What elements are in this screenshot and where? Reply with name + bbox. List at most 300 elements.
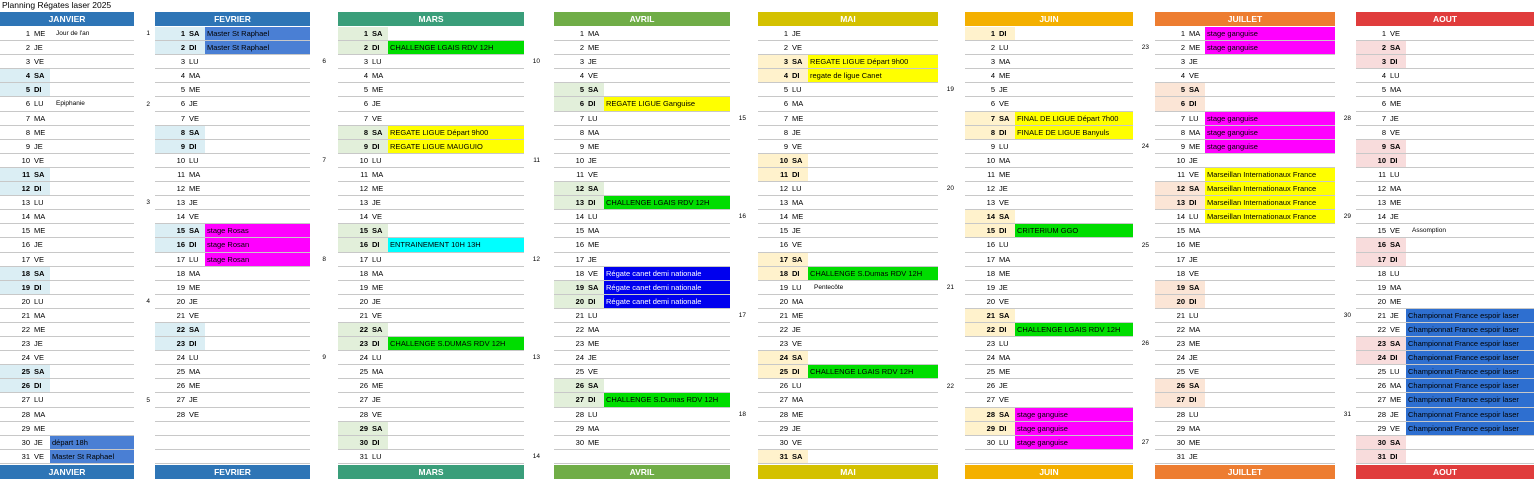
event-cell[interactable]: Championnat France espoir laser [1406,365,1534,378]
event-cell[interactable] [1205,379,1335,392]
event-cell[interactable]: départ 18h [50,436,134,449]
event-cell[interactable]: Marseillan Internationaux France [1205,182,1335,195]
day-row[interactable] [338,210,524,224]
day-row[interactable] [155,238,310,252]
day-row[interactable] [758,281,938,295]
day-row[interactable] [554,69,730,83]
event-cell[interactable] [205,323,310,336]
event-cell[interactable]: REGATE LIGUE MAUGUIO [388,140,524,153]
day-row[interactable] [1155,267,1335,281]
event-cell[interactable]: Régate canet demi nationale [604,267,730,280]
event-cell[interactable]: stage ganguise [1205,112,1335,125]
day-row[interactable] [1155,112,1335,126]
day-row[interactable] [1155,41,1335,55]
day-row[interactable] [0,408,134,422]
day-row[interactable] [155,281,310,295]
day-row[interactable] [1155,224,1335,238]
day-row[interactable] [1155,281,1335,295]
day-row[interactable] [338,224,524,238]
day-row[interactable] [554,97,730,111]
day-row[interactable] [155,365,310,379]
day-row[interactable] [758,337,938,351]
day-row[interactable] [1155,337,1335,351]
day-row[interactable] [338,168,524,182]
day-row[interactable] [0,210,134,224]
day-row[interactable] [1155,295,1335,309]
day-row[interactable] [0,154,134,168]
event-cell[interactable]: stage ganguise [1015,422,1133,435]
day-row[interactable] [554,295,730,309]
day-row[interactable] [0,295,134,309]
day-row[interactable] [758,69,938,83]
day-row[interactable] [1155,140,1335,154]
day-row[interactable] [155,379,310,393]
event-cell[interactable] [50,83,134,96]
day-row[interactable] [1155,393,1335,407]
event-cell[interactable] [50,69,134,82]
day-row[interactable] [1356,210,1534,224]
day-row[interactable] [1356,450,1534,464]
day-row[interactable] [155,393,310,407]
event-cell[interactable] [205,337,310,350]
day-row[interactable] [758,182,938,196]
day-row[interactable] [155,55,310,69]
day-row[interactable] [0,182,134,196]
day-row[interactable] [0,422,134,436]
event-cell[interactable] [1205,97,1335,110]
day-row[interactable] [965,196,1133,210]
day-row[interactable] [1356,126,1534,140]
event-cell[interactable] [388,323,524,336]
day-row[interactable] [554,379,730,393]
day-row[interactable] [155,97,310,111]
day-row[interactable] [758,238,938,252]
day-row[interactable] [0,41,134,55]
day-row[interactable] [965,238,1133,252]
day-row[interactable] [0,309,134,323]
event-cell[interactable] [388,224,524,237]
day-row[interactable] [1356,83,1534,97]
day-row[interactable] [338,323,524,337]
event-cell[interactable] [1205,393,1335,406]
event-cell[interactable] [604,83,730,96]
day-row[interactable] [1356,253,1534,267]
day-row[interactable] [338,97,524,111]
day-row[interactable] [758,224,938,238]
event-cell[interactable] [388,436,524,449]
day-row[interactable] [0,253,134,267]
day-row[interactable] [554,41,730,55]
day-row[interactable] [758,393,938,407]
day-row[interactable] [0,196,134,210]
day-row[interactable] [1155,422,1335,436]
day-row[interactable] [338,436,524,450]
event-cell[interactable] [205,140,310,153]
event-cell[interactable] [808,450,938,463]
day-row[interactable] [1356,393,1534,407]
day-row[interactable] [758,450,938,464]
event-cell[interactable]: FINALE DE LIGUE Banyuls [1015,126,1133,139]
event-cell[interactable] [1406,450,1534,463]
day-row[interactable] [338,379,524,393]
day-row[interactable] [1155,154,1335,168]
event-cell[interactable]: REGATE LIGUE Départ 9h00 [808,55,938,68]
day-row[interactable] [965,140,1133,154]
day-row[interactable] [1155,450,1335,464]
event-cell[interactable]: Master St Raphael [50,450,134,463]
day-row[interactable] [554,168,730,182]
day-row[interactable] [1356,351,1534,365]
day-row[interactable] [0,365,134,379]
day-row[interactable] [1155,210,1335,224]
day-row[interactable] [338,393,524,407]
day-row[interactable] [0,238,134,252]
day-row[interactable] [1356,196,1534,210]
day-row[interactable] [155,41,310,55]
day-row[interactable] [554,83,730,97]
day-row[interactable] [1155,436,1335,450]
day-row[interactable] [338,267,524,281]
day-row[interactable] [758,267,938,281]
event-cell[interactable] [604,182,730,195]
event-cell[interactable] [604,379,730,392]
day-row[interactable] [0,69,134,83]
day-row[interactable] [1356,408,1534,422]
day-row[interactable] [554,154,730,168]
day-row[interactable] [965,281,1133,295]
day-row[interactable] [0,351,134,365]
day-row[interactable] [338,41,524,55]
day-row[interactable] [155,182,310,196]
day-row[interactable] [155,27,310,41]
event-cell[interactable]: stage ganguise [1205,140,1335,153]
day-row[interactable] [965,69,1133,83]
day-row[interactable] [0,436,134,450]
day-row[interactable] [965,55,1133,69]
day-row[interactable] [338,281,524,295]
event-cell[interactable] [808,351,938,364]
day-row[interactable] [155,210,310,224]
day-row[interactable] [1356,41,1534,55]
day-row[interactable] [965,408,1133,422]
day-row[interactable] [554,55,730,69]
day-row[interactable] [338,295,524,309]
day-row[interactable] [338,196,524,210]
event-cell[interactable]: CHALLENGE LGAIS RDV 12H [388,41,524,54]
day-row[interactable] [965,112,1133,126]
day-row[interactable] [965,379,1133,393]
day-row[interactable] [1356,309,1534,323]
day-row[interactable] [554,253,730,267]
day-row[interactable] [554,27,730,41]
day-row[interactable] [155,295,310,309]
day-row[interactable] [0,224,134,238]
day-row[interactable] [1155,27,1335,41]
day-row[interactable] [554,196,730,210]
day-row[interactable] [965,337,1133,351]
day-row[interactable] [0,168,134,182]
day-row[interactable] [554,140,730,154]
day-row[interactable] [758,196,938,210]
day-row[interactable] [965,295,1133,309]
day-row[interactable] [1356,436,1534,450]
event-cell[interactable]: stage ganguise [1205,41,1335,54]
day-row[interactable] [1155,253,1335,267]
event-cell[interactable]: stage ganguise [1205,27,1335,40]
day-row[interactable] [554,337,730,351]
event-cell[interactable]: stage Rosan [205,238,310,251]
day-row[interactable] [1356,295,1534,309]
event-cell[interactable]: regate de ligue Canet [808,69,938,82]
day-row[interactable] [1356,224,1534,238]
day-row[interactable] [1356,422,1534,436]
day-row[interactable] [554,182,730,196]
event-cell[interactable] [50,168,134,181]
day-row[interactable] [0,140,134,154]
event-cell[interactable] [1406,253,1534,266]
day-row[interactable] [155,112,310,126]
day-row[interactable] [965,182,1133,196]
day-row[interactable] [0,450,134,464]
day-row[interactable] [1155,351,1335,365]
day-row[interactable] [0,281,134,295]
day-row[interactable] [338,112,524,126]
day-row[interactable] [1356,337,1534,351]
day-row[interactable] [758,253,938,267]
day-row[interactable] [1155,126,1335,140]
day-row[interactable] [965,393,1133,407]
day-row[interactable] [155,408,310,422]
day-row[interactable] [1356,140,1534,154]
day-row[interactable] [758,351,938,365]
day-row[interactable] [965,422,1133,436]
day-row[interactable] [155,267,310,281]
day-row[interactable] [1356,168,1534,182]
day-row[interactable] [1155,97,1335,111]
day-row[interactable] [965,365,1133,379]
event-cell[interactable] [808,154,938,167]
event-cell[interactable] [808,253,938,266]
day-row[interactable] [1356,112,1534,126]
day-row[interactable] [155,69,310,83]
event-cell[interactable] [1205,281,1335,294]
event-cell[interactable]: Marseillan Internationaux France [1205,168,1335,181]
event-cell[interactable] [808,168,938,181]
day-row[interactable] [155,168,310,182]
day-row[interactable] [758,323,938,337]
event-cell[interactable]: CHALLENGE LGAIS RDV 12H [1015,323,1133,336]
day-row[interactable] [338,55,524,69]
day-row[interactable] [554,224,730,238]
day-row[interactable] [554,309,730,323]
day-row[interactable] [554,393,730,407]
day-row[interactable] [1356,238,1534,252]
day-row[interactable] [965,436,1133,450]
day-row[interactable] [155,224,310,238]
day-row[interactable] [1356,323,1534,337]
day-row[interactable] [554,112,730,126]
day-row[interactable] [155,83,310,97]
day-row[interactable] [1155,168,1335,182]
day-row[interactable] [338,365,524,379]
event-cell[interactable] [388,422,524,435]
day-row[interactable] [338,351,524,365]
day-row[interactable] [554,238,730,252]
event-cell[interactable]: ENTRAINEMENT 10H 13H [388,238,524,251]
event-cell[interactable]: Championnat France espoir laser [1406,351,1534,364]
event-cell[interactable]: Régate canet demi nationale [604,295,730,308]
day-row[interactable] [1155,69,1335,83]
day-row[interactable] [758,27,938,41]
day-row[interactable] [1155,379,1335,393]
day-row[interactable] [338,408,524,422]
event-cell[interactable]: stage ganguise [1015,408,1133,421]
day-row[interactable] [554,351,730,365]
day-row[interactable] [965,267,1133,281]
day-row[interactable] [338,69,524,83]
day-row[interactable] [1155,238,1335,252]
day-row[interactable] [1356,182,1534,196]
day-row[interactable] [758,309,938,323]
day-row[interactable] [965,210,1133,224]
day-row[interactable] [0,267,134,281]
day-row[interactable] [338,83,524,97]
event-cell[interactable]: Championnat France espoir laser [1406,422,1534,435]
event-cell[interactable]: FINAL DE LIGUE Départ 7h00 [1015,112,1133,125]
event-cell[interactable] [388,27,524,40]
day-row[interactable] [0,337,134,351]
day-row[interactable] [1155,83,1335,97]
event-cell[interactable]: Master St Raphael [205,27,310,40]
event-cell[interactable]: Championnat France espoir laser [1406,408,1534,421]
event-cell[interactable] [1406,55,1534,68]
day-row[interactable] [554,422,730,436]
day-row[interactable] [758,97,938,111]
event-cell[interactable] [1406,41,1534,54]
day-row[interactable] [338,238,524,252]
day-row[interactable] [1155,408,1335,422]
day-row[interactable] [1155,196,1335,210]
event-cell[interactable]: Régate canet demi nationale [604,281,730,294]
event-cell[interactable]: Championnat France espoir laser [1406,393,1534,406]
event-cell[interactable]: stage ganguise [1205,126,1335,139]
event-cell[interactable] [1205,295,1335,308]
event-cell[interactable] [50,267,134,280]
day-row[interactable] [1356,154,1534,168]
day-row[interactable] [338,337,524,351]
day-row[interactable] [965,351,1133,365]
day-row[interactable] [758,379,938,393]
day-row[interactable] [758,422,938,436]
day-row[interactable] [965,126,1133,140]
day-row[interactable] [965,97,1133,111]
event-cell[interactable]: CHALLENGE S.Dumas RDV 12H [808,267,938,280]
day-row[interactable] [1155,365,1335,379]
day-row[interactable] [0,27,134,41]
day-row[interactable] [1356,379,1534,393]
day-row[interactable] [758,83,938,97]
day-row[interactable] [0,126,134,140]
event-cell[interactable]: Championnat France espoir laser [1406,379,1534,392]
event-cell[interactable]: CHALLENGE LGAIS RDV 12H [808,365,938,378]
day-row[interactable] [1356,55,1534,69]
event-cell[interactable]: CHALLENGE S.Dumas RDV 12H [604,393,730,406]
day-row[interactable] [338,253,524,267]
event-cell[interactable] [1205,83,1335,96]
day-row[interactable] [155,154,310,168]
day-row[interactable] [0,393,134,407]
day-row[interactable] [0,323,134,337]
day-row[interactable] [155,253,310,267]
day-row[interactable] [965,27,1133,41]
day-row[interactable] [554,365,730,379]
day-row[interactable] [758,126,938,140]
event-cell[interactable]: Marseillan Internationaux France [1205,196,1335,209]
event-cell[interactable]: stage Rosas [205,224,310,237]
day-row[interactable] [758,365,938,379]
event-cell[interactable]: REGATE LIGUE Départ 9h00 [388,126,524,139]
event-cell[interactable]: stage ganguise [1015,436,1133,449]
event-cell[interactable]: Marseillan Internationaux France [1205,210,1335,223]
day-row[interactable] [338,140,524,154]
day-row[interactable] [1356,281,1534,295]
event-cell[interactable] [1406,436,1534,449]
day-row[interactable] [155,140,310,154]
event-cell[interactable] [1015,210,1133,223]
day-row[interactable] [338,422,524,436]
day-row[interactable] [965,323,1133,337]
event-cell[interactable]: Championnat France espoir laser [1406,309,1534,322]
day-row[interactable] [554,210,730,224]
day-row[interactable] [965,253,1133,267]
day-row[interactable] [965,224,1133,238]
day-row[interactable] [758,140,938,154]
event-cell[interactable] [50,379,134,392]
day-row[interactable] [1155,309,1335,323]
day-row[interactable] [155,351,310,365]
day-row[interactable] [0,112,134,126]
day-row[interactable] [758,41,938,55]
event-cell[interactable]: Championnat France espoir laser [1406,323,1534,336]
event-cell[interactable] [1406,154,1534,167]
event-cell[interactable] [50,182,134,195]
event-cell[interactable] [205,126,310,139]
day-row[interactable] [0,97,134,111]
event-cell[interactable] [1015,27,1133,40]
day-row[interactable] [554,323,730,337]
day-row[interactable] [554,126,730,140]
day-row[interactable] [965,309,1133,323]
day-row[interactable] [758,210,938,224]
day-row[interactable] [965,154,1133,168]
event-cell[interactable] [50,365,134,378]
day-row[interactable] [1356,267,1534,281]
day-row[interactable] [0,55,134,69]
day-row[interactable] [338,182,524,196]
event-cell[interactable]: stage Rosan [205,253,310,266]
day-row[interactable] [155,196,310,210]
day-row[interactable] [758,154,938,168]
event-cell[interactable]: Championnat France espoir laser [1406,337,1534,350]
event-cell[interactable] [1406,140,1534,153]
day-row[interactable] [155,126,310,140]
day-row[interactable] [155,337,310,351]
day-row[interactable] [758,168,938,182]
event-cell[interactable] [1015,309,1133,322]
day-row[interactable] [965,41,1133,55]
day-row[interactable] [1356,27,1534,41]
day-row[interactable] [1155,323,1335,337]
